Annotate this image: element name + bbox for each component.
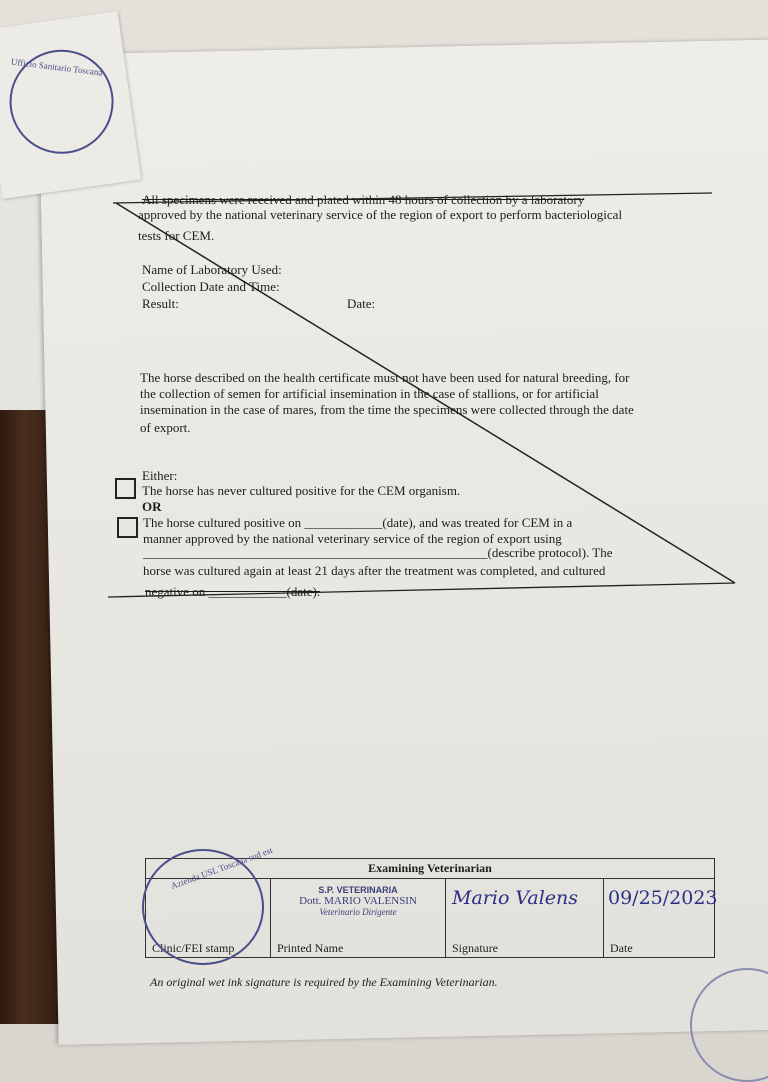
paragraph-2-line: of export. xyxy=(140,420,191,435)
table-header: Examining Veterinarian xyxy=(146,859,715,879)
stamp-line: Dott. MARIO VALENSIN xyxy=(299,895,417,907)
option-2-struck-line: negative on ____________(date). xyxy=(145,584,321,599)
col-label-date: Date xyxy=(610,941,633,955)
bottom-strike-line xyxy=(108,583,735,597)
date-cell xyxy=(604,879,718,958)
paragraph-1-line: tests for CEM. xyxy=(138,228,215,243)
paragraph-2-line: insemination in the case of mares, from the time the specimens were collected through the date xyxy=(140,402,634,417)
or-label: OR xyxy=(142,499,162,514)
examining-veterinarian-table xyxy=(145,844,718,958)
col-label-signature: Signature xyxy=(452,941,498,955)
clinic-stamp-text: Azienda USL Toscana sud est xyxy=(169,844,274,892)
option-2-line: The horse cultured positive on ____________(date), and was treated for CEM in a xyxy=(143,515,573,530)
option-2-line: _____________________________________________________(describe protocol). The xyxy=(143,545,613,560)
struck-line: All specimens were received and plated within 48 hours of collection by a laboratory xyxy=(142,192,585,207)
col-label-printed-name: Printed Name xyxy=(277,941,344,955)
signature-cell xyxy=(446,879,604,958)
field-date: Date: xyxy=(347,296,376,311)
paragraph-2-line: The horse described on the health certificate must not have been used for natural breeding, for xyxy=(140,370,630,385)
field-laboratory: Name of Laboratory Used: xyxy=(142,262,282,277)
paragraph-1-line: approved by the national veterinary service of the region of export to perform bacteriological xyxy=(138,207,623,222)
field-result: Result: xyxy=(142,296,179,311)
option-1-text: The horse has never cultured positive for the CEM organism. xyxy=(142,483,461,498)
clinic-stamp xyxy=(142,844,274,965)
handwritten-date: 09/25/2023 xyxy=(608,887,718,909)
top-strike-line xyxy=(113,193,712,203)
clinic-stamp-cell xyxy=(146,844,274,958)
handwritten-signature: Mario Valens xyxy=(452,887,579,909)
option-2-line: horse was cultured again at least 21 days after the treatment was completed, and cultured xyxy=(143,563,606,578)
paragraph-2-line: the collection of semen for artificial insemination in the case of stallions, or for artificial xyxy=(140,386,599,401)
option-2-line: manner approved by the national veterinary service of the region of export using xyxy=(143,531,562,546)
stamp-text: Ufficio Sanitario Toscana xyxy=(10,56,103,78)
col-label-stamp: Clinic/FEI stamp xyxy=(152,941,235,955)
diagonal-strike-line xyxy=(116,203,735,583)
stamp-line: Veterinario Dirigente xyxy=(319,907,397,917)
stamp-line: S.P. VETERINARIA xyxy=(318,885,398,895)
printed-name-cell xyxy=(271,879,446,958)
footnote: An original wet ink signature is required by the Examining Veterinarian. xyxy=(150,975,498,989)
either-label: Either: xyxy=(142,468,178,483)
field-collection: Collection Date and Time: xyxy=(142,279,280,294)
